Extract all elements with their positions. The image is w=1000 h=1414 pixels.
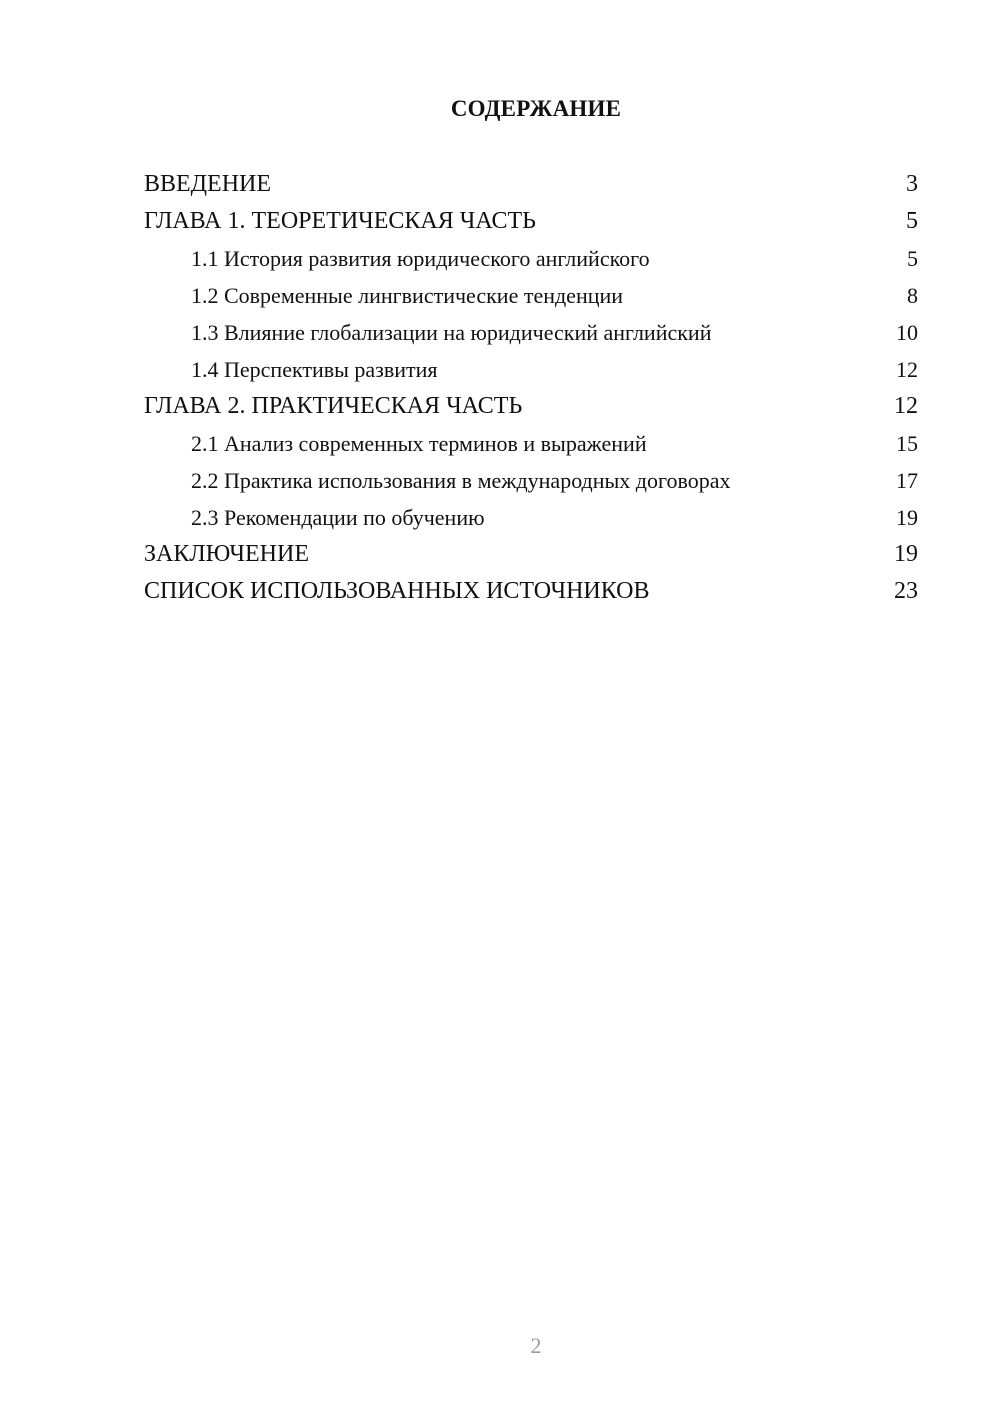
- toc-entry-section-2-2: [144, 462, 918, 499]
- toc-entry-text: 1.3 Влияние глобализации на юридический английский: [191, 320, 712, 345]
- toc-entry-section-1-2: [144, 277, 918, 314]
- toc-entry-page: 12: [894, 393, 918, 419]
- toc-entry-chapter-2: [144, 388, 918, 425]
- toc-title: СОДЕРЖАНИЕ: [450, 96, 622, 121]
- toc-entry-text: 1.1 История развития юридического английского: [191, 246, 650, 271]
- toc-entry-page: 23: [894, 578, 918, 604]
- toc-entry-conclusion: [144, 536, 918, 573]
- toc-entry-text: 2.2 Практика использования в международных договорах: [191, 468, 731, 493]
- toc-entry-section-2-3: [144, 499, 918, 536]
- toc-entry-page: 5: [906, 208, 918, 234]
- toc-entry-text: ГЛАВА 2. ПРАКТИЧЕСКАЯ ЧАСТЬ: [144, 393, 523, 419]
- toc-entry-text: 1.2 Современные лингвистические тенденции: [191, 283, 624, 308]
- toc-entry-text: ВВЕДЕНИЕ: [144, 171, 272, 197]
- toc-entry-page: 3: [906, 171, 918, 197]
- toc-entry-text: СПИСОК ИСПОЛЬЗОВАННЫХ ИСТОЧНИКОВ: [144, 578, 650, 604]
- toc-entry-page: 5: [907, 246, 918, 271]
- toc-entry-text: ЗАКЛЮЧЕНИЕ: [144, 541, 309, 567]
- toc-entry-references: [144, 573, 918, 610]
- toc-entry-text: 2.3 Рекомендации по обучению: [191, 505, 485, 530]
- toc-entry-section-1-1: [144, 240, 918, 277]
- page-number: 2: [530, 1333, 542, 1358]
- toc-entry-page: 12: [896, 357, 918, 382]
- toc-entry-page: 10: [896, 320, 918, 345]
- toc-entry-text: ГЛАВА 1. ТЕОРЕТИЧЕСКАЯ ЧАСТЬ: [144, 208, 536, 234]
- toc-entry-chapter-1: [144, 203, 918, 240]
- toc-entry-section-2-1: [144, 425, 918, 462]
- toc-entry-section-1-4: [144, 351, 918, 388]
- toc-entry-page: 17: [896, 468, 918, 493]
- toc-entry-page: 8: [907, 283, 918, 308]
- toc-entry-text: 2.1 Анализ современных терминов и выражений: [191, 431, 647, 456]
- table-of-contents: [144, 166, 918, 610]
- toc-entry-page: 19: [894, 541, 918, 567]
- toc-entry-page: 19: [896, 505, 918, 530]
- toc-entry-introduction: [144, 166, 918, 203]
- toc-entry-page: 15: [896, 431, 918, 456]
- toc-entry-text: 1.4 Перспективы развития: [191, 357, 438, 382]
- toc-entry-section-1-3: [144, 314, 918, 351]
